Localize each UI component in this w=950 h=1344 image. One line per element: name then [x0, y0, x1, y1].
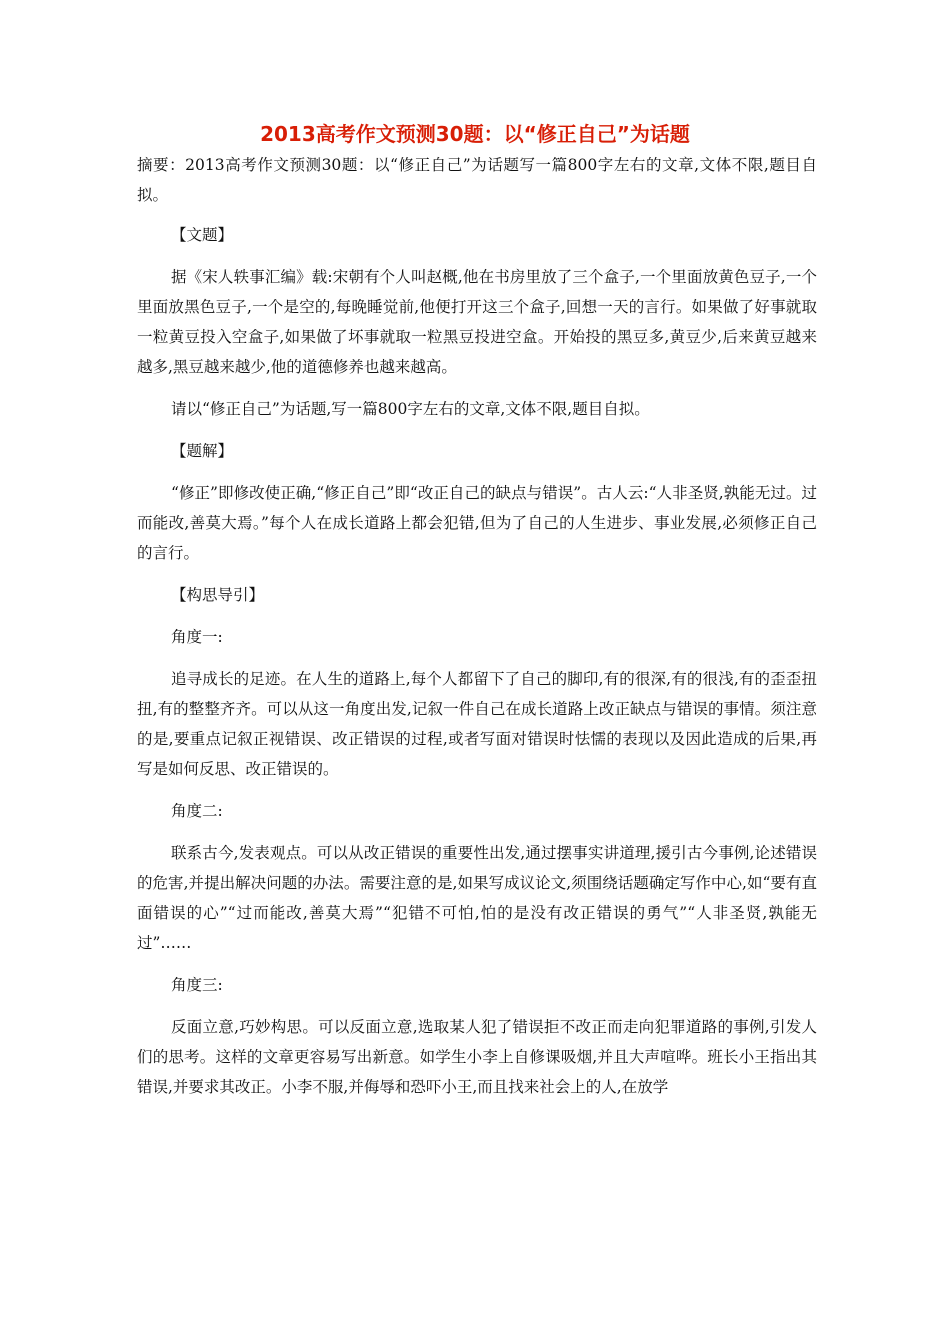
angle-1-paragraph: 追寻成长的足迹。在人生的道路上,每个人都留下了自己的脚印,有的很深,有的很浅,有的歪歪扭扭,有的整整齐齐。可以从这一角度出发,记叙一件自己在成长道路上改正缺点与错误的事情。须注意的是,要重点记叙正视错误、改正错误的过程,或者写面对错误时怯懦的表现以及因此造成的后果,再写是如何反思、改正错误的。 — [137, 670, 817, 778]
angle-2-label: 角度二: — [171, 802, 223, 820]
angle-3-label: 角度三: — [171, 976, 223, 994]
section-heading-gousi: 【构思导引】 — [171, 586, 265, 604]
section-heading-wenti: 【文题】 — [171, 226, 234, 244]
document-title: 2013高考作文预测30题：以“修正自己”为话题 — [260, 122, 690, 146]
angle-3-paragraph: 反面立意,巧妙构思。可以反面立意,选取某人犯了错误拒不改正而走向犯罪道路的事例,引发人们的思考。这样的文章更容易写出新意。如学生小李上自修课吸烟,并且大声喧哗。班长小王指出其错误,并要求其改正。小李不服,并侮辱和恐吓小王,而且找来社会上的人,在放学 — [137, 1018, 817, 1096]
abstract-paragraph: 摘要：2013高考作文预测30题：以“修正自己”为话题写一篇800字左右的文章,文体不限,题目自拟。 — [137, 156, 817, 204]
tijie-paragraph: “修正”即修改使正确,“修正自己”即“改正自己的缺点与错误”。古人云:“人非圣贤,孰能无过。过而能改,善莫大焉。”每个人在成长道路上都会犯错,但为了自己的人生进步、事业发展,必须修正自己的言行。 — [137, 484, 817, 562]
wenti-paragraph-1: 据《宋人轶事汇编》载:宋朝有个人叫赵概,他在书房里放了三个盒子,一个里面放黄色豆子,一个里面放黑色豆子,一个是空的,每晚睡觉前,他便打开这三个盒子,回想一天的言行。如果做了好事就取一粒黄豆投入空盒子,如果做了坏事就取一粒黑豆投进空盒。开始投的黑豆多,黄豆少,后来黄豆越来越多,黑豆越来越少,他的道德修养也越来越高。 — [137, 268, 817, 376]
section-heading-tijie: 【题解】 — [171, 442, 234, 460]
angle-2-paragraph: 联系古今,发表观点。可以从改正错误的重要性出发,通过摆事实讲道理,援引古今事例,论述错误的危害,并提出解决问题的办法。需要注意的是,如果写成议论文,须围绕话题确定写作中心,如“要有直面错误的心”“过而能改,善莫大焉”“犯错不可怕,怕的是没有改正错误的勇气”“人非圣贤,孰能无过”…… — [137, 844, 817, 952]
document-body — [137, 150, 817, 1114]
wenti-paragraph-2: 请以“修正自己”为话题,写一篇800字左右的文章,文体不限,题目自拟。 — [171, 400, 650, 418]
angle-1-label: 角度一: — [171, 628, 223, 646]
